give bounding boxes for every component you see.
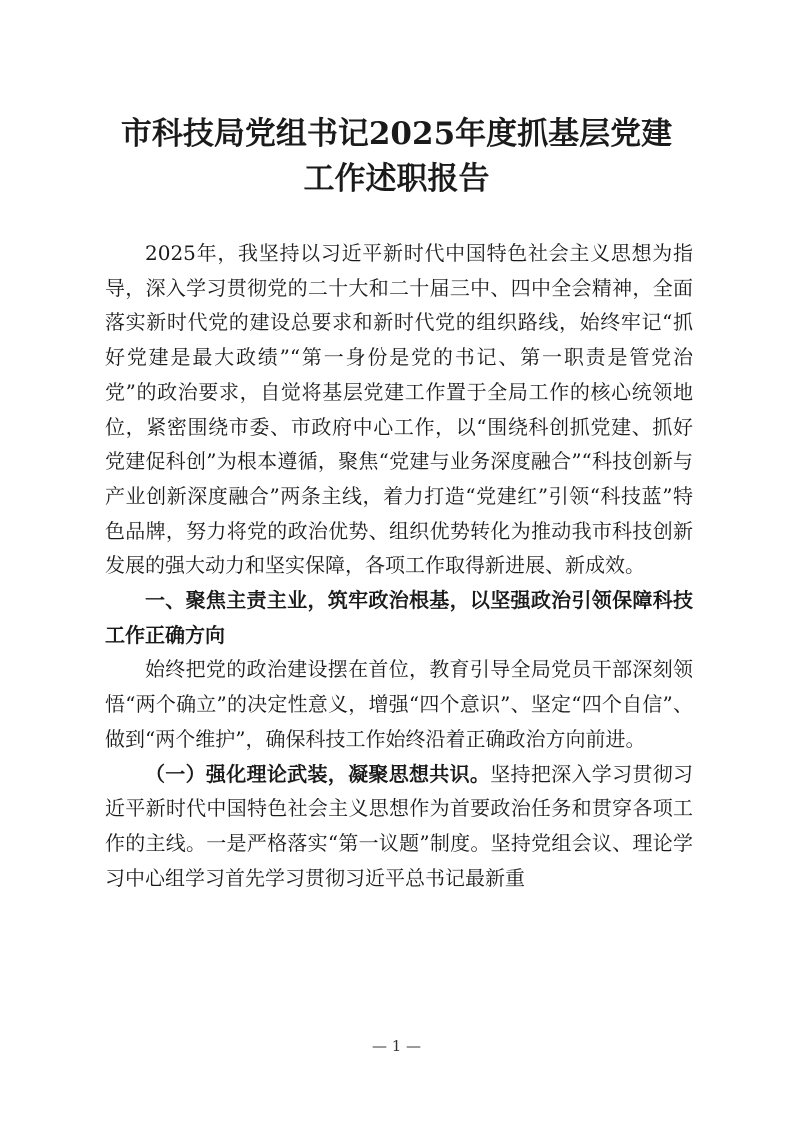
subsection-1-text: 坚持把深入学习贯彻习近平新时代中国特色社会主义思想作为首要政治任务和贯穿各项工作的主线。一是严格落实“第一议题”制度。坚持党组会议、理论学习中心组学习首先学习贯彻习近平总书记最新重: [105, 761, 694, 890]
subsection-1-paragraph: [105, 757, 693, 896]
section-1-paragraph: 始终把党的政治建设摆在首位，教育引导全局党员干部深刻领悟“两个确立”的决定性意义，增强“四个意识”、坚定“四个自信”、做到“两个维护”，确保科技工作始终沿着正确政治方向前进。: [105, 657, 693, 751]
section-1-heading: 一、聚焦主责主业，筑牢政治根基，以坚强政治引领保障科技工作正确方向: [105, 588, 693, 647]
document-body: [105, 236, 693, 895]
document-title-line-1: 市科技局党组书记2025年度抓基层党建: [120, 116, 673, 152]
subsection-1-lead: （一）强化理论武装，凝聚思想共识。: [145, 761, 491, 786]
document-title-line-2: 工作述职报告: [303, 161, 490, 197]
page-number: — 1 —: [371, 1037, 422, 1055]
intro-paragraph: 2025年，我坚持以习近平新时代中国特色社会主义思想为指导，深入学习贯彻党的二十大和二十届三中、四中全会精神，全面落实新时代党的建设总要求和新时代党的组织路线，始终牢记“抓好党建是最大政绩”“第一身份是党的书记、第一职责是管党治党”的政治要求，自觉将基层党建工作置于全局工作的核心统领地位，紧密围绕市委、市政府中心工作，以“围绕科创抓党建、抓好党建促科创”为根本遵循，聚焦“党建与业务深度融合”“科技创新与产业创新深度融合”两条主线，着力打造“党建红”引领“科技蓝”特色品牌，努力将党的政治优势、组织优势转化为推动我市科技创新发展的强大动力和坚实保障，各项工作取得新进展、新成效。: [105, 241, 693, 578]
